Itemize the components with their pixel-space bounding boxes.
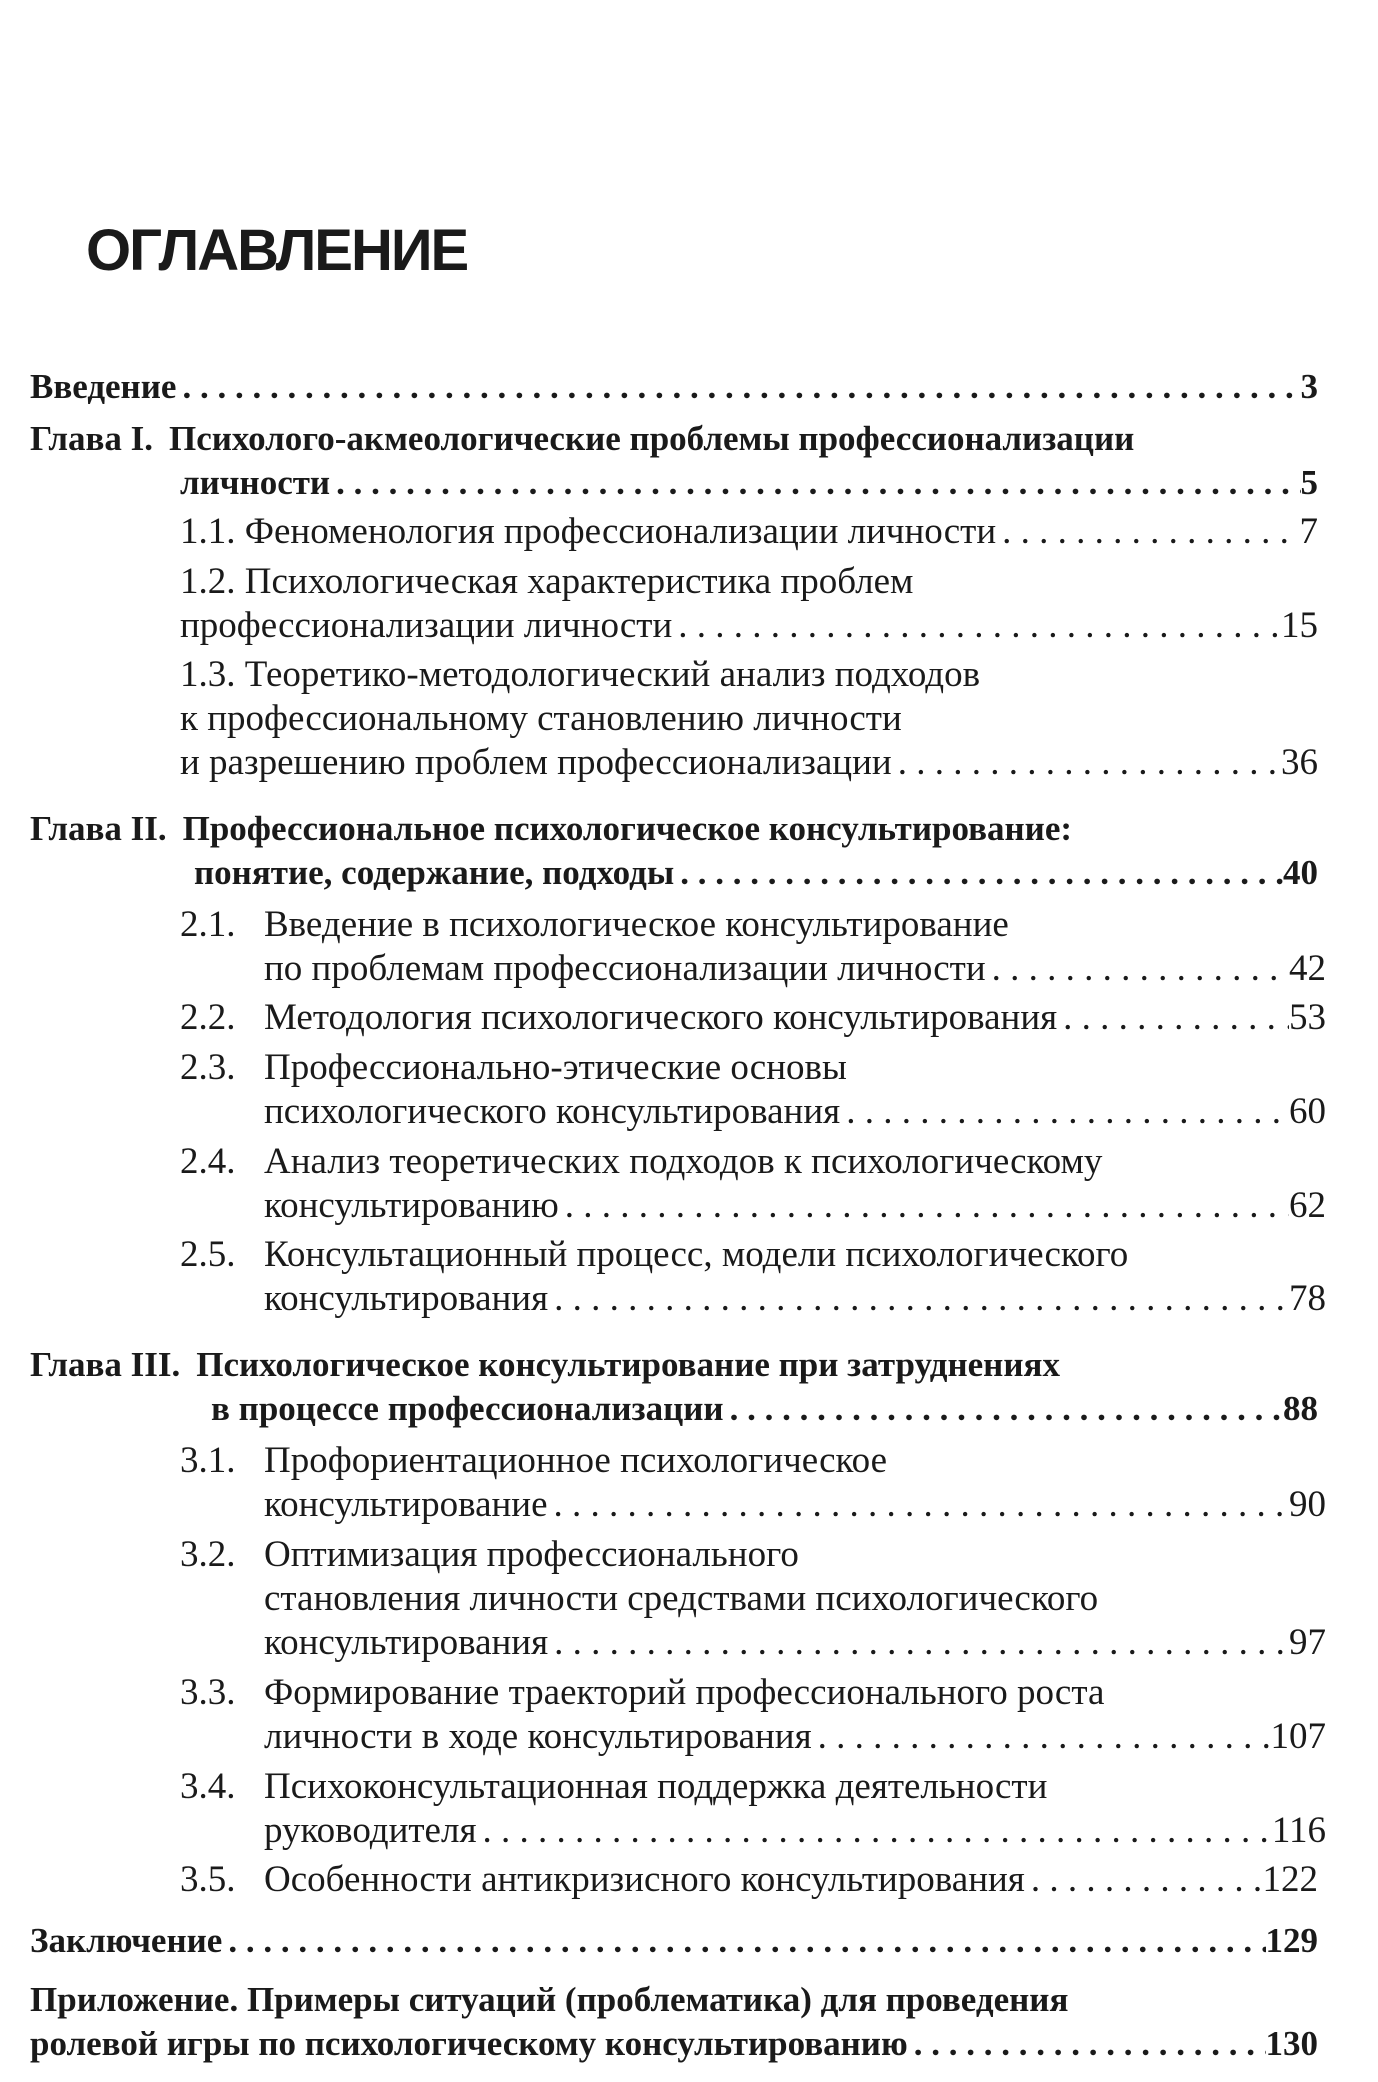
page-number: 42 [1289,948,1326,989]
toc-section-3-5[interactable] [180,1857,1318,1903]
section-number: 3.1. [180,1440,236,1481]
entry-title: Профессиональное психологическое консультирование: [182,809,1073,848]
entry-title: профессионализации личности [180,605,673,646]
toc-chapter-2-heading[interactable] [30,806,1072,852]
entry-title: Психоконсультационная поддержка деятельности [264,1766,1048,1807]
section-number: 2.2. [180,997,236,1038]
section-number: 3.3. [180,1672,236,1713]
dot-leader [914,2021,1266,2067]
entry-title: и разрешению проблем профессионализации [180,742,892,783]
section-number: 3.2. [180,1534,236,1575]
entry-title: консультированию [264,1185,559,1226]
toc-entry-conclusion[interactable] [30,1918,1318,1964]
dot-leader [1002,509,1299,555]
page-number: 62 [1289,1185,1326,1226]
page-number: 130 [1265,2024,1318,2063]
toc-section-2-5-continuation[interactable] [264,1276,1326,1322]
entry-title: к профессиональному становлению личности [180,698,902,739]
dot-leader [898,740,1281,786]
entry-title: в процессе профессионализации [211,1389,724,1428]
entry-title: понятие, содержание, подходы [194,853,675,892]
dot-leader [1063,995,1289,1041]
toc-section-3-2-line-3[interactable] [264,1620,1326,1666]
toc-entry-introduction[interactable] [30,364,1318,410]
dot-leader [730,1386,1283,1432]
toc-section-1-3-line-3[interactable] [180,740,1318,786]
dot-leader [846,1089,1289,1135]
page-number: 90 [1289,1484,1326,1525]
toc-entry-appendix-continuation[interactable] [30,2021,1318,2067]
entry-title: 1.3. Теоретико-методологический анализ подходов [180,654,981,695]
entry-title: консультирования [264,1278,549,1319]
toc-section-3-1[interactable] [180,1438,887,1484]
entry-title: Формирование траекторий профессионального роста [264,1672,1105,1713]
dot-leader [228,1918,1265,1964]
toc-section-3-2[interactable] [180,1532,799,1578]
entry-title: ролевой игры по психологическому консультированию [30,2024,908,2063]
section-number: 3.4. [180,1766,236,1807]
toc-section-2-1-continuation[interactable] [264,946,1326,992]
section-number: 3.5. [180,1859,236,1900]
entry-title: Психолого-акмеологические проблемы профессионализации [168,419,1135,458]
page-number: 36 [1281,742,1318,783]
entry-title: 1.1. Феноменология профессионализации личности [180,511,997,552]
dot-leader [554,1620,1289,1666]
entry-title: Психологическое консультирование при затруднениях [196,1345,1060,1384]
chapter-label: Глава II. [30,809,167,848]
toc-section-3-1-continuation[interactable] [264,1482,1326,1528]
page-number: 3 [1300,367,1318,406]
section-number: 2.4. [180,1141,236,1182]
entry-title: личности в ходе консультирования [264,1716,812,1757]
page-number: 78 [1289,1278,1326,1319]
dot-leader [818,1714,1271,1760]
toc-chapter-1-continuation[interactable] [180,460,1318,506]
chapter-label: Глава I. [30,419,153,458]
page-number: 53 [1289,997,1326,1038]
dot-leader [482,1808,1271,1854]
toc-section-1-2-continuation[interactable] [180,603,1318,649]
entry-title: Профориентационное психологическое [264,1440,888,1481]
toc-entry-appendix[interactable] [30,1977,1068,2023]
page-number: 122 [1262,1859,1318,1900]
dot-leader [182,364,1300,410]
entry-title: Методология психологического консультирования [264,997,1058,1038]
entry-title: Введение в психологическое консультирование [264,904,1009,945]
entry-title: психологического консультирования [264,1091,841,1132]
toc-chapter-2-continuation[interactable] [194,850,1318,896]
dot-leader [336,460,1300,506]
toc-section-2-4-continuation[interactable] [264,1183,1326,1229]
entry-title: становления личности средствами психологического [264,1578,1099,1619]
toc-section-1-3[interactable] [180,652,980,698]
toc-section-1-1[interactable] [180,509,1318,555]
dot-leader [554,1482,1289,1528]
toc-section-2-3[interactable] [180,1045,847,1091]
page-number: 60 [1289,1091,1326,1132]
dot-leader [1031,1857,1263,1903]
entry-title: Консультационный процесс, модели психологического [264,1234,1129,1275]
entry-title: Анализ теоретических подходов к психологическому [264,1141,1103,1182]
page-number: 107 [1270,1716,1326,1757]
section-number: 2.1. [180,904,236,945]
toc-section-2-1[interactable] [180,902,1009,948]
page-number: 116 [1271,1810,1326,1851]
page-number: 15 [1281,605,1318,646]
dot-leader [678,603,1281,649]
section-number: 2.3. [180,1047,236,1088]
toc-section-3-3-continuation[interactable] [264,1714,1326,1760]
entry-title: консультирования [264,1622,549,1663]
entry-title: по проблемам профессионализации личности [264,948,986,989]
toc-section-1-3-line-2[interactable] [180,696,902,742]
entry-title: Введение [30,367,177,406]
toc-chapter-1-heading[interactable] [30,416,1134,462]
toc-section-3-3[interactable] [180,1670,1104,1716]
page-number: 129 [1265,1921,1318,1960]
page-number: 7 [1299,511,1318,552]
entry-title: личности [180,463,331,502]
toc-section-3-2-line-2[interactable] [264,1576,1098,1622]
toc-section-2-3-continuation[interactable] [264,1089,1326,1135]
dot-leader [992,946,1289,992]
toc-section-2-2[interactable] [180,995,1326,1041]
entry-title: консультирование [264,1484,548,1525]
toc-section-2-5[interactable] [180,1232,1128,1278]
toc-chapter-3-heading[interactable] [30,1342,1060,1388]
dot-leader [554,1276,1289,1322]
entry-title: Заключение [30,1921,223,1960]
page-number: 40 [1283,853,1318,892]
toc-section-3-4-continuation[interactable] [264,1808,1326,1854]
toc-section-2-4[interactable] [180,1139,1102,1185]
toc-section-3-4[interactable] [180,1764,1047,1810]
page-number: 97 [1289,1622,1326,1663]
entry-title: Профессионально-этические основы [264,1047,847,1088]
toc-section-1-2[interactable] [180,559,913,605]
dot-leader [680,850,1283,896]
page-number: 88 [1283,1389,1318,1428]
entry-title: 1.2. Психологическая характеристика проблем [180,561,914,602]
page-number: 5 [1300,463,1318,502]
dot-leader [565,1183,1289,1229]
chapter-label: Глава III. [30,1345,181,1384]
entry-title: Особенности антикризисного консультирования [264,1859,1025,1900]
entry-title: руководителя [264,1810,477,1851]
section-number: 2.5. [180,1234,236,1275]
page-title: ОГЛАВЛЕНИЕ [86,218,468,283]
entry-title: Оптимизация профессионального [264,1534,799,1575]
toc-chapter-3-continuation[interactable] [211,1386,1318,1432]
entry-title: Приложение. Примеры ситуаций (проблематика) для проведения [30,1980,1069,2019]
